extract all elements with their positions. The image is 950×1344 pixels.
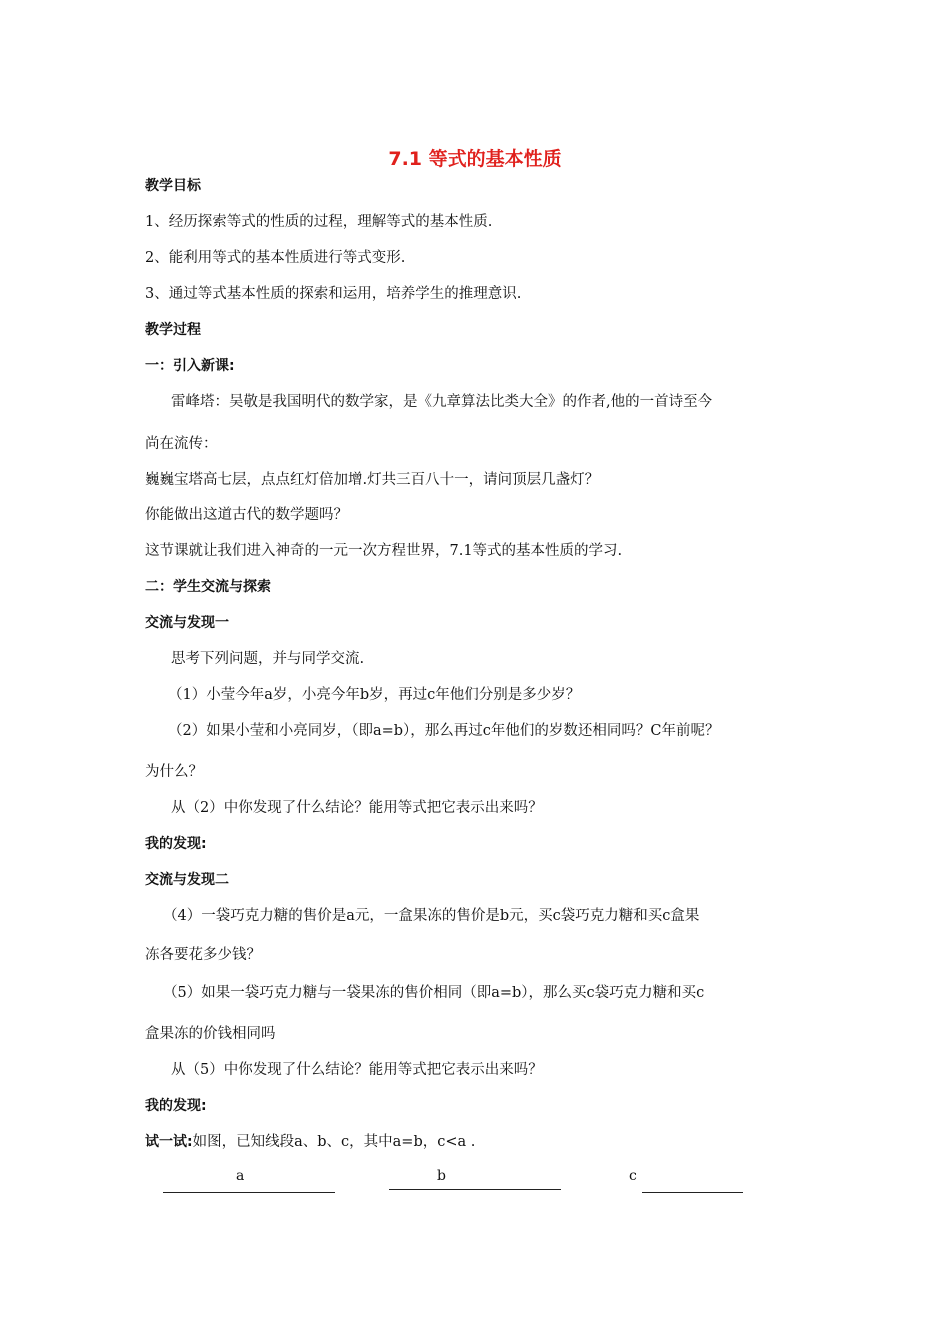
segment-b-label: b xyxy=(437,1168,446,1184)
process-heading: 教学过程 xyxy=(145,322,201,338)
segment-c-label: c xyxy=(629,1168,637,1184)
subheading: 交流与发现二 xyxy=(145,872,229,888)
part2-heading: 二：学生交流与探索 xyxy=(145,579,271,595)
segment-c xyxy=(642,1192,743,1193)
question: 为什么？ xyxy=(145,764,203,780)
goal-item: 2、能利用等式的基本性质进行等式变形. xyxy=(145,250,406,266)
question: 你能做出这道古代的数学题吗？ xyxy=(145,507,348,523)
goal-item: 3、通过等式基本性质的探索和运用，培养学生的推理意识. xyxy=(145,286,522,302)
try-text: 如图，已知线段a、b、c，其中a=b，c<a . xyxy=(192,1134,476,1150)
paragraph: 思考下列问题，并与同学交流. xyxy=(171,651,365,667)
paragraph: 这节课就让我们进入神奇的一元一次方程世界，7.1等式的基本性质的学习. xyxy=(145,543,623,559)
paragraph: 雷峰塔：吴敬是我国明代的数学家，是《九章算法比类大全》的作者,他的一首诗至今 xyxy=(171,394,713,410)
question: （4）一袋巧克力糖的售价是a元，一盒果冻的售价是b元，买c袋巧克力糖和买c盒果 xyxy=(163,908,700,924)
question: （2）如果小莹和小亮同岁，（即a=b），那么再过c年他们的岁数还相同吗？C年前呢？ xyxy=(168,723,720,739)
page-title: 7.1 等式的基本性质 xyxy=(388,148,562,170)
segment-b xyxy=(389,1189,561,1190)
try-label: 试一试: xyxy=(145,1134,193,1150)
question: （5）如果一袋巧克力糖与一袋果冻的售价相同（即a=b），那么买c袋巧克力糖和买c xyxy=(163,985,705,1001)
part1-heading: 一：引入新课: xyxy=(145,358,235,374)
segment-a xyxy=(163,1192,335,1193)
question: 盒果冻的价钱相同吗 xyxy=(145,1026,276,1042)
question: 冻各要花多少钱？ xyxy=(145,947,261,963)
poem: 巍巍宝塔高七层，点点红灯倍加增.灯共三百八十一，请问顶层几盏灯？ xyxy=(145,472,600,488)
paragraph: 尚在流传： xyxy=(145,436,218,452)
goals-heading: 教学目标 xyxy=(145,178,201,194)
paragraph: 从（5）中你发现了什么结论？能用等式把它表示出来吗？ xyxy=(171,1062,543,1078)
question: （1）小莹今年a岁，小亮今年b岁，再过c年他们分别是多少岁？ xyxy=(168,687,581,703)
goal-item: 1、经历探索等式的性质的过程，理解等式的基本性质. xyxy=(145,214,493,230)
segment-a-label: a xyxy=(236,1168,245,1184)
subheading: 交流与发现一 xyxy=(145,615,229,631)
try-it xyxy=(145,1132,475,1152)
my-finding: 我的发现: xyxy=(145,836,207,852)
paragraph: 从（2）中你发现了什么结论？能用等式把它表示出来吗？ xyxy=(171,800,543,816)
my-finding: 我的发现: xyxy=(145,1098,207,1114)
